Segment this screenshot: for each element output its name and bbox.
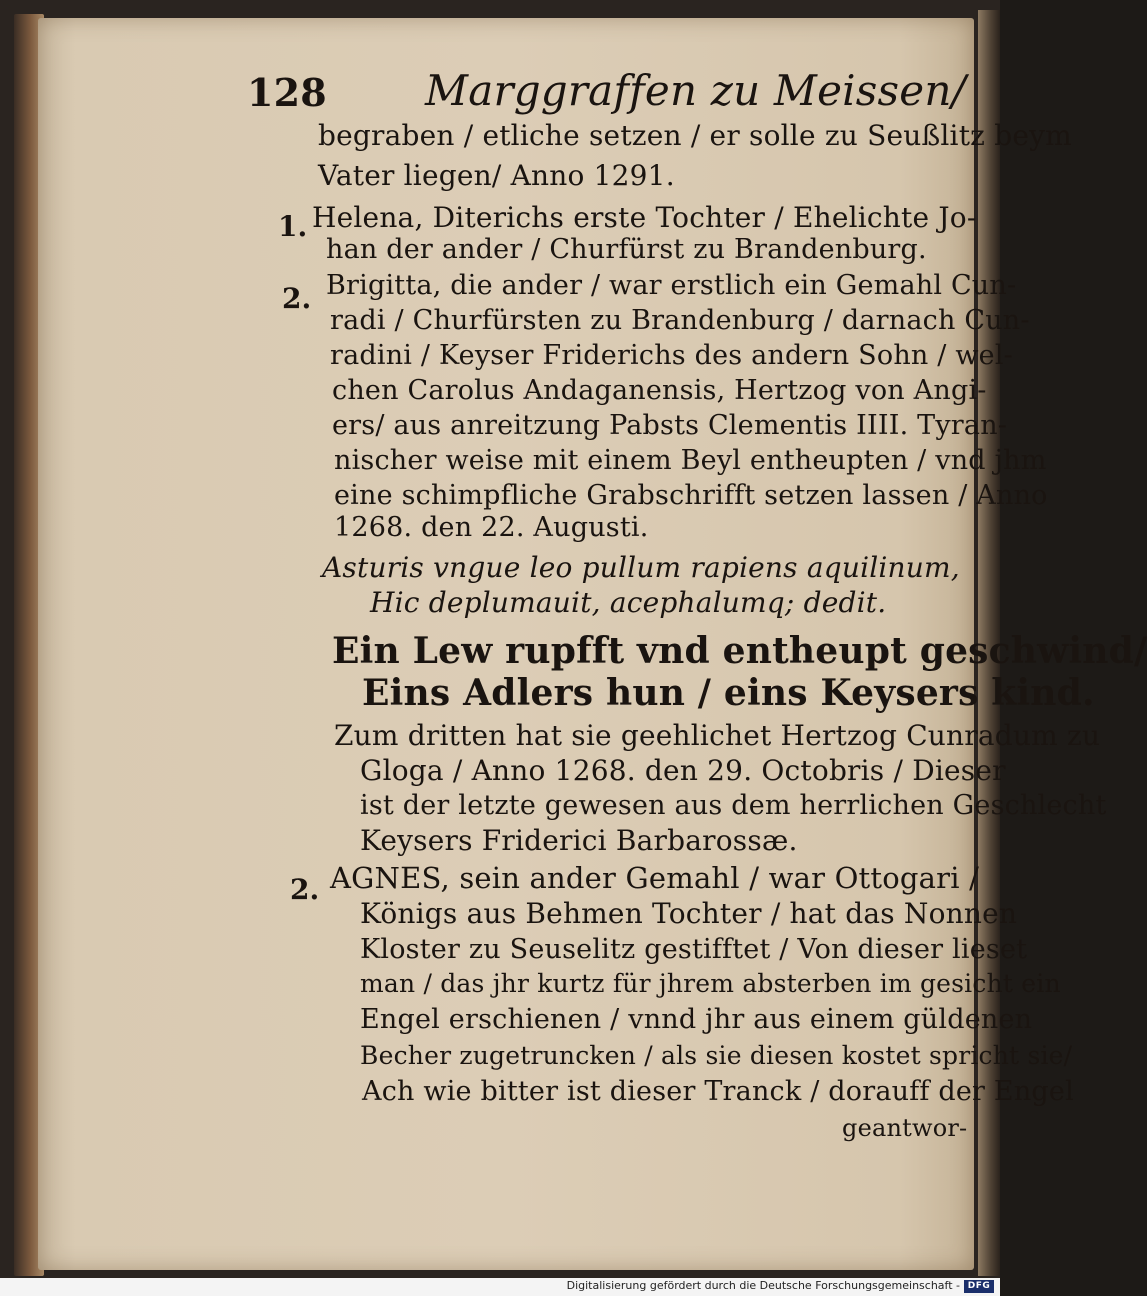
text-line: Königs aus Behmen Tochter / hat das Nonnen — [360, 897, 1018, 930]
text-line: radini / Keyser Friderichs des andern Sohn / wel- — [330, 340, 1014, 371]
catchword: geantwor- — [842, 1114, 968, 1142]
page-number: 128 — [247, 70, 327, 115]
list-number: 1. — [278, 210, 308, 243]
text-line: han der ander / Churfürst zu Brandenburg. — [326, 234, 927, 265]
text-line: begraben / etliche setzen / er solle zu Seußlitz beym — [318, 119, 1072, 152]
text-line: Helena, Diterichs erste Tochter / Ehelichte Jo- — [312, 201, 977, 234]
text-line: chen Carolus Andaganensis, Hertzog von Angi- — [332, 375, 987, 406]
text-line: Keysers Friderici Barbarossæ. — [360, 824, 798, 857]
text-line: Brigitta, die ander / war erstlich ein Gemahl Cun- — [326, 270, 1017, 301]
latin-verse: Asturis vngue leo pullum rapiens aquilinum, — [322, 551, 960, 584]
text-line: eine schimpfliche Grabschrifft setzen lassen / Anno — [334, 480, 1048, 511]
text-line: radi / Churfürsten zu Brandenburg / darnach Cun- — [330, 305, 1030, 336]
german-verse: Ein Lew rupfft vnd entheupt geschwind/ — [332, 630, 1147, 672]
footer-bar — [0, 1278, 1000, 1296]
text-line: ers/ aus anreitzung Pabsts Clementis IIII. Tyran- — [332, 410, 1008, 441]
funding-credit: Digitalisierung gefördert durch die Deutsche Forschungsgemeinschaft - — [566, 1279, 960, 1292]
text-line: AGNES, sein ander Gemahl / war Ottogari / — [330, 861, 980, 895]
text-line: Kloster zu Seuselitz gestifftet / Von dieser lieset — [360, 934, 1028, 965]
text-line: Ach wie bitter ist dieser Tranck / dorauff der Engel — [362, 1076, 1074, 1107]
text-line: nischer weise mit einem Beyl entheupten / vnd jhm — [334, 445, 1047, 476]
german-verse: Eins Adlers hun / eins Keysers kind. — [362, 672, 1095, 714]
running-title: Marggraffen zu Meissen/ — [425, 66, 966, 115]
text-line: Gloga / Anno 1268. den 29. Octobris / Dieser — [360, 754, 1006, 787]
text-line: 1268. den 22. Augusti. — [334, 512, 649, 543]
text-line: Becher zugetruncken / als sie diesen kostet spricht sie/ — [360, 1041, 1073, 1070]
latin-verse: Hic deplumauit, acephalumq; dedit. — [370, 586, 887, 619]
text-line: Vater liegen/ Anno 1291. — [318, 159, 675, 192]
text-line: Engel erschienen / vnnd jhr aus einem güldenen — [360, 1004, 1033, 1035]
text-line: Zum dritten hat sie geehlichet Hertzog Cunradum zu — [334, 719, 1101, 752]
list-number: 2. — [282, 282, 312, 315]
list-number: 2. — [290, 873, 320, 906]
dfg-logo-icon: DFG — [964, 1280, 994, 1293]
text-line: man / das jhr kurtz für jhrem absterben im gesicht ein — [360, 969, 1061, 998]
text-line: ist der letzte gewesen aus dem herrlichen Geschlecht — [360, 790, 1107, 821]
